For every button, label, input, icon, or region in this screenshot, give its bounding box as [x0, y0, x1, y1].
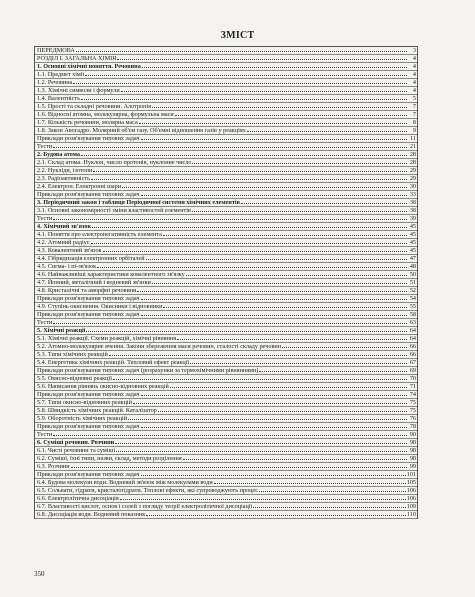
toc-dot-leader [53, 434, 407, 436]
toc-entry-page: 69 [409, 367, 416, 374]
toc-entry-page: 38 [409, 199, 416, 206]
toc-dot-leader [91, 178, 407, 180]
toc-dot-leader [177, 338, 407, 340]
toc-entry [35, 287, 417, 295]
toc-entry [35, 479, 417, 487]
toc-entry [35, 391, 417, 399]
toc-entry-title: 5.5. Окисно-відновні реакції [37, 375, 112, 382]
toc-entry [35, 231, 417, 239]
toc-entry-page: 67 [409, 359, 416, 366]
toc-entry-title: 4.6. Найважливіші характеристики ковалентного зв'язку [37, 271, 185, 278]
toc-entry-page: 66 [409, 343, 416, 350]
toc-entry [35, 511, 417, 519]
toc-entry-title: Тести [37, 215, 53, 222]
toc-entry [35, 167, 417, 175]
toc-entry-title: Приклади розв'язування типових задач [37, 471, 140, 478]
toc-entry [35, 415, 417, 423]
toc-entry [35, 175, 417, 183]
toc-entry [35, 335, 417, 343]
toc-entry [35, 63, 417, 71]
toc-entry [35, 215, 417, 223]
toc-entry [35, 447, 417, 455]
toc-entry-title: Приклади розв'язування типових задач [37, 311, 140, 318]
toc-entry-page: 28 [409, 151, 416, 158]
toc-dot-leader [81, 154, 407, 156]
toc-entry-title: 6.6. Електролітична дисоціація [37, 495, 119, 502]
toc-entry-page: 38 [409, 207, 416, 214]
toc-dot-leader [91, 242, 407, 244]
toc-entry-page: 105 [406, 479, 416, 486]
toc-entry-page: 52 [409, 287, 416, 294]
toc-dot-leader [141, 194, 408, 196]
toc-entry-title: 6.2. Суміші, їхні типи, назви, склад, методи розділення [37, 455, 182, 462]
toc-entry [35, 183, 417, 191]
toc-entry-page: 98 [409, 455, 416, 462]
toc-entry-title: 3.1. Основні закономірності зміни властивостей елементів [37, 207, 191, 214]
toc-entry-page: 54 [409, 295, 416, 302]
toc-entry-page: 109 [406, 503, 416, 510]
toc-entry [35, 199, 417, 207]
toc-dot-leader [86, 330, 407, 332]
table-of-contents [34, 46, 418, 519]
toc-entry-title: 4.5. Сигма- і пі-зв'язок [37, 263, 97, 270]
toc-entry [35, 263, 417, 271]
toc-dot-leader [117, 58, 407, 60]
toc-entry-title: 2.3. Радіоактивність [37, 175, 90, 182]
toc-entry-title: Приклади розв'язування типових задач [37, 135, 140, 142]
toc-entry [35, 47, 417, 55]
toc-entry-title: 3. Періодичний закон і таблиця Періодичної системи хімічних елементів [37, 199, 240, 206]
toc-entry [35, 407, 417, 415]
toc-entry-title: 4. Хімічний зв'язок [37, 223, 92, 230]
toc-dot-leader [190, 362, 407, 364]
toc-entry-title: 1.6. Відносні атомна, молекулярна, формульна маси [37, 111, 174, 118]
toc-dot-leader [163, 306, 407, 308]
toc-entry-page: 64 [409, 327, 416, 334]
toc-dot-leader [152, 106, 407, 108]
toc-entry-title: 6.1. Чисті речовини та суміші [37, 447, 116, 454]
toc-entry-title: 5.6. Написання рівнянь окисно-відновних реакцій [37, 383, 169, 390]
toc-entry-title: Приклади розв'язування типових задач (розрахунки за термохімічними рівняннями) [37, 367, 259, 374]
toc-dot-leader [253, 506, 405, 508]
toc-entry-page: 45 [409, 247, 416, 254]
toc-entry-page: 33 [409, 191, 416, 198]
toc-entry-page: 21 [409, 143, 416, 150]
toc-dot-leader [103, 250, 407, 252]
toc-entry [35, 375, 417, 383]
toc-entry-title: 4.7. Йонний, металічний і водневий зв'язки [37, 279, 151, 286]
toc-entry-title: 1.7. Кількість речовини, молярна маса [37, 119, 138, 126]
toc-entry-title: РОЗДІЛ І. ЗАГАЛЬНА ХІМІЯ [37, 55, 117, 62]
toc-entry [35, 399, 417, 407]
toc-entry-page: 7 [412, 111, 416, 118]
toc-dot-leader [186, 274, 407, 276]
toc-entry [35, 95, 417, 103]
toc-entry-title: 1.2. Речовина [37, 79, 73, 86]
toc-entry-title: 2.1. Склад атома. Нуклон, число протонів, нуклонне число [37, 159, 192, 166]
toc-entry-title: 1. Основні хімічні поняття. Речовина [37, 63, 141, 70]
toc-entry-page: 28 [409, 159, 416, 166]
toc-entry-title: Тести [37, 431, 53, 438]
toc-entry-title: 6.5. Сольвати, гідрати, кристалогідрати. Теплові ефекти, які супроводжують процес [37, 487, 259, 494]
toc-dot-leader [53, 322, 407, 324]
toc-entry [35, 367, 417, 375]
toc-entry [35, 191, 417, 199]
toc-dot-leader [116, 450, 407, 452]
toc-entry [35, 55, 417, 63]
toc-entry-title: 4.9. Ступінь окиснення. Окисники і відновники [37, 303, 163, 310]
toc-entry-page: 4 [412, 71, 416, 78]
toc-entry [35, 223, 417, 231]
toc-entry [35, 247, 417, 255]
toc-dot-leader [214, 482, 406, 484]
toc-entry-page: 47 [409, 255, 416, 262]
toc-entry-title: 6.4. Будова молекули води. Водневий зв'язок між молекулами води [37, 479, 213, 486]
toc-entry [35, 327, 417, 335]
toc-entry-page: 29 [409, 175, 416, 182]
toc-entry-title: 1.5. Прості та складні речовини. Алотропія [37, 103, 151, 110]
toc-entry [35, 351, 417, 359]
toc-entry-page: 70 [409, 375, 416, 382]
toc-entry-page: 106 [406, 487, 416, 494]
toc-entry-page: 4 [412, 79, 416, 86]
toc-entry-title: 2.4. Електрон. Електронні шари [37, 183, 122, 190]
toc-dot-leader [175, 114, 407, 116]
toc-entry-page: 98 [409, 447, 416, 454]
toc-entry-title: 2. Будова атома [37, 151, 81, 158]
toc-entry [35, 471, 417, 479]
toc-entry-page: 45 [409, 239, 416, 246]
toc-entry-page: 29 [409, 167, 416, 174]
toc-dot-leader [170, 386, 407, 388]
toc-entry-title: 4.2. Атомний радіус [37, 239, 90, 246]
toc-entry [35, 103, 417, 111]
toc-entry-title: 4.4. Гібридизація електронних орбіталей [37, 255, 145, 262]
toc-entry-page: 3 [412, 47, 416, 54]
toc-entry [35, 343, 417, 351]
toc-entry [35, 439, 417, 447]
toc-dot-leader [93, 170, 407, 172]
toc-entry [35, 79, 417, 87]
toc-entry-page: 90 [409, 431, 416, 438]
toc-dot-leader [241, 202, 407, 204]
toc-dot-leader [122, 186, 407, 188]
toc-entry-page: 9 [412, 127, 416, 134]
toc-dot-leader [81, 98, 407, 100]
toc-entry [35, 135, 417, 143]
toc-dot-leader [76, 50, 407, 52]
toc-entry [35, 319, 417, 327]
toc-entry-title: 5.1. Хімічні реакції. Схеми реакцій, хімічні рівняння [37, 335, 177, 342]
toc-dot-leader [115, 442, 407, 444]
toc-dot-leader [92, 226, 407, 228]
toc-entry-page: 4 [412, 87, 416, 94]
toc-entry-title: 4.1. Поняття про електронегативність елемента [37, 231, 162, 238]
toc-entry-page: 30 [409, 183, 416, 190]
toc-entry [35, 111, 417, 119]
toc-dot-leader [142, 66, 407, 68]
toc-entry-title: 1.4. Валентність [37, 95, 80, 102]
toc-entry-title: 6. Суміші речовин. Розчини [37, 439, 115, 446]
toc-entry-page: 48 [409, 263, 416, 270]
page-number: 350 [34, 570, 45, 578]
toc-entry [35, 295, 417, 303]
page-title: ЗМІСТ [220, 30, 255, 41]
toc-entry [35, 143, 417, 151]
toc-entry [35, 311, 417, 319]
toc-entry [35, 239, 417, 247]
toc-entry [35, 423, 417, 431]
toc-entry [35, 431, 417, 439]
toc-entry-title: Приклади розв'язування типових задач [37, 295, 140, 302]
toc-entry-page: 58 [409, 311, 416, 318]
toc-entry-page: 51 [409, 279, 416, 286]
toc-entry [35, 119, 417, 127]
toc-entry [35, 303, 417, 311]
toc-entry-page: 45 [409, 223, 416, 230]
toc-entry-page: 64 [409, 335, 416, 342]
toc-entry-page: 71 [409, 383, 416, 390]
toc-dot-leader [163, 234, 407, 236]
toc-entry [35, 503, 417, 511]
toc-entry-title: 5.9. Оборотність хімічних реакцій [37, 415, 128, 422]
toc-dot-leader [192, 162, 407, 164]
toc-entry [35, 71, 417, 79]
toc-entry-page: 63 [409, 319, 416, 326]
toc-entry [35, 151, 417, 159]
toc-entry-title: Тести [37, 319, 53, 326]
toc-entry-title: 6.3. Розчини [37, 463, 70, 470]
toc-dot-leader [247, 130, 407, 132]
toc-entry-page: 4 [412, 63, 416, 70]
toc-entry-title: Приклади розв'язування типових задач [37, 423, 140, 430]
toc-entry-title: 1.8. Закон Авогадро. Молярний об'єм газу. Об'ємні відношення газів у реакціях [37, 127, 246, 134]
toc-dot-leader [121, 90, 407, 92]
toc-entry-title: ПЕРЕДМОВА [37, 47, 75, 54]
toc-dot-leader [141, 138, 408, 140]
toc-entry-title: 5.7. Типи окисно-відновних реакцій [37, 399, 132, 406]
toc-entry-page: 11 [410, 135, 416, 142]
toc-dot-leader [109, 354, 407, 356]
toc-entry-title: Тести [37, 143, 53, 150]
toc-entry-title: 1.1. Предмет хімії [37, 71, 85, 78]
toc-dot-leader [183, 458, 407, 460]
toc-entry-title: 6.8. Дисоціація води. Водневий показник [37, 511, 146, 518]
toc-entry [35, 255, 417, 263]
toc-entry-title: 5.4. Енергетика хімічних реакцій. Тепловий ефект реакції [37, 359, 190, 366]
toc-entry [35, 159, 417, 167]
toc-entry-title: 5. Хімічні реакції [37, 327, 86, 334]
toc-entry-title: 5.2. Атомно-молекулярне вчення. Закони збереження маси речовин, сталості складу речовин [37, 343, 282, 350]
toc-dot-leader [113, 378, 407, 380]
toc-entry [35, 383, 417, 391]
toc-dot-leader [53, 146, 407, 148]
toc-entry [35, 127, 417, 135]
toc-entry [35, 87, 417, 95]
toc-entry [35, 463, 417, 471]
toc-entry-title: 2.2. Нукліди, ізотопи [37, 167, 93, 174]
toc-dot-leader [85, 74, 407, 76]
toc-entry-title: Приклади розв'язування типових задач [37, 191, 140, 198]
toc-dot-leader [259, 490, 406, 492]
toc-dot-leader [146, 514, 406, 516]
toc-entry-page: 55 [409, 303, 416, 310]
toc-dot-leader [141, 394, 408, 396]
toc-dot-leader [133, 402, 407, 404]
toc-entry-page: 106 [406, 495, 416, 502]
toc-entry-page: 5 [412, 95, 416, 102]
toc-entry-title: 4.3. Ковалентний зв'язок [37, 247, 102, 254]
toc-dot-leader [141, 298, 408, 300]
toc-entry-page: 99 [409, 463, 416, 470]
toc-dot-leader [158, 410, 407, 412]
toc-entry [35, 359, 417, 367]
toc-entry-page: 74 [409, 391, 416, 398]
toc-entry-page: 45 [409, 231, 416, 238]
toc-entry-page: 39 [409, 215, 416, 222]
toc-entry-title: 5.3. Типи хімічних реакцій [37, 351, 108, 358]
toc-entry [35, 495, 417, 503]
toc-entry-page: 7 [412, 103, 416, 110]
toc-entry-title: 5.8. Швидкість хімічних реакцій. Каталізатор [37, 407, 157, 414]
toc-entry-page: 76 [409, 415, 416, 422]
toc-entry-title: 4.8. Кристалічні та аморфні речовини [37, 287, 137, 294]
toc-entry [35, 455, 417, 463]
toc-dot-leader [146, 258, 407, 260]
toc-dot-leader [141, 474, 406, 476]
toc-entry-page: 75 [409, 407, 416, 414]
toc-dot-leader [152, 282, 407, 284]
toc-entry-page: 78 [409, 423, 416, 430]
toc-dot-leader [139, 122, 407, 124]
toc-entry-page: 4 [412, 55, 416, 62]
toc-entry [35, 207, 417, 215]
toc-dot-leader [97, 266, 407, 268]
toc-dot-leader [192, 210, 407, 212]
toc-dot-leader [73, 82, 407, 84]
toc-dot-leader [259, 370, 407, 372]
toc-entry [35, 279, 417, 287]
toc-dot-leader [141, 314, 408, 316]
toc-entry-title: 1.3. Хімічні символи і формули [37, 87, 120, 94]
toc-entry-page: 110 [406, 511, 416, 518]
toc-dot-leader [137, 290, 407, 292]
toc-entry-page: 8 [412, 119, 416, 126]
toc-entry-page: 66 [409, 351, 416, 358]
toc-dot-leader [141, 426, 408, 428]
toc-entry-page: 98 [409, 439, 416, 446]
toc-dot-leader [282, 346, 407, 348]
toc-entry-page: 75 [409, 399, 416, 406]
toc-dot-leader [53, 218, 407, 220]
toc-entry-title: 6.7. Властивості кислот, основ і солей з погляду теорії електролітичної дисоціації [37, 503, 253, 510]
toc-entry-title: Приклади розв'язування типових задач [37, 391, 140, 398]
toc-dot-leader [71, 466, 407, 468]
toc-dot-leader [128, 418, 407, 420]
toc-entry [35, 271, 417, 279]
toc-dot-leader [120, 498, 406, 500]
toc-entry-page: 50 [409, 271, 416, 278]
toc-entry-page: 101 [406, 471, 416, 478]
toc-entry [35, 487, 417, 495]
